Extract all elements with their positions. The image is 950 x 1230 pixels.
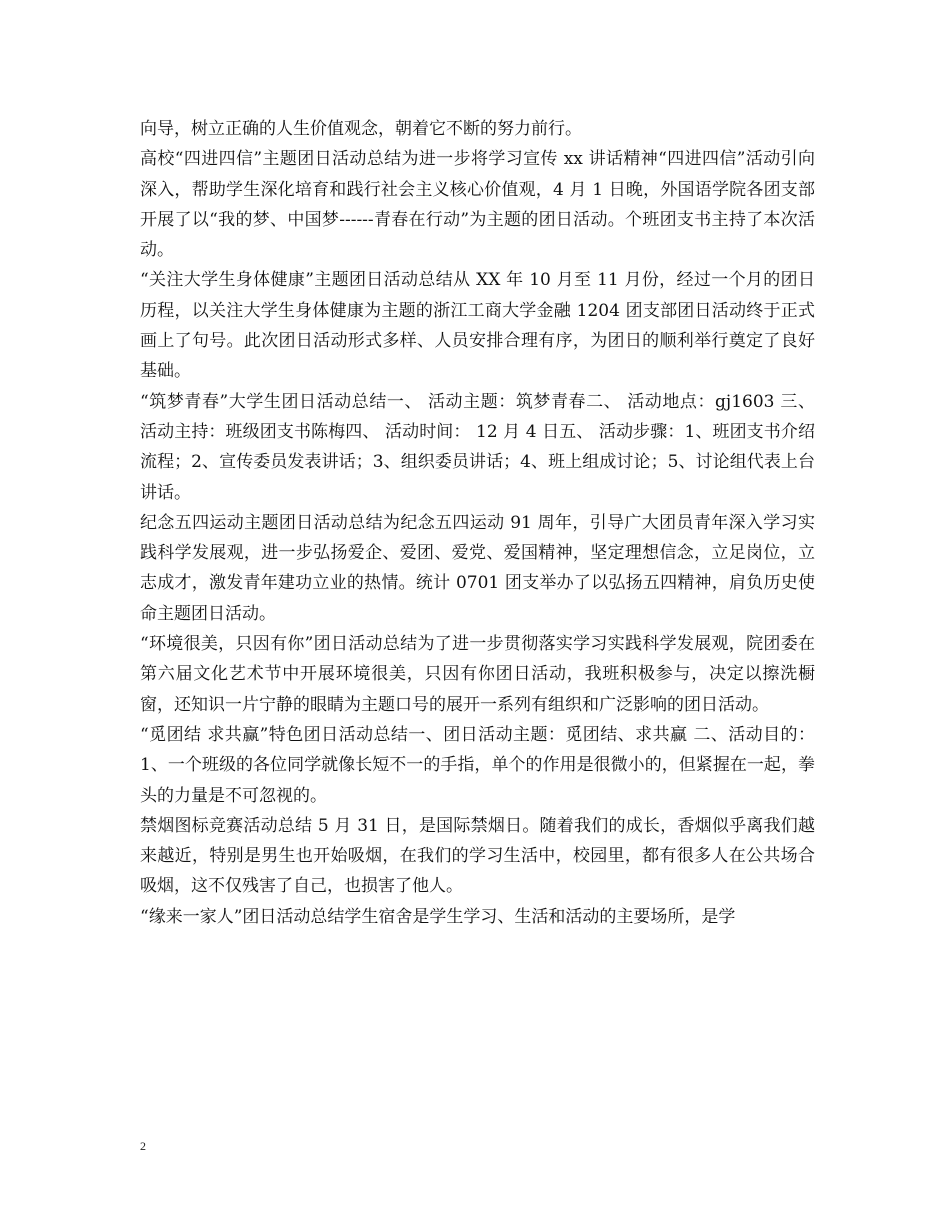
paragraph: “关注大学生身体健康”主题团日活动总结从 XX 年 10 月至 11 月份，经过一个月的团日历程，以关注大学生身体健康为主题的浙江工商大学金融 1204 团支部团日活动终于正式画上了句号。此次团日活动形式多样、人员安排合理有序，为团日的顺利举行奠定了良好基础。	[140, 270, 815, 382]
paragraph: 高校“四进四信”主题团日活动总结为进一步将学习宣传 xx 讲话精神“四进四信”活动引向深入，帮助学生深化培育和践行社会主义核心价值观，4 月 1 日晚，外国语学院各团支部开展了以“我的梦、中国梦------青春在行动”为主题的团日活动。个班团支书主持了本次活动。	[140, 149, 815, 261]
paragraph: “觅团结 求共赢”特色团日活动总结一、团日活动主题：觅团结、求共赢 二、活动目的：1、一个班级的各位同学就像长短不一的手指，单个的作用是很微小的，但紧握在一起，拳头的力量是不可忽视的。	[140, 724, 815, 806]
page-number: 2	[140, 1139, 146, 1153]
paragraph: 纪念五四运动主题团日活动总结为纪念五四运动 91 周年，引导广大团员青年深入学习实践科学发展观，进一步弘扬爱企、爱团、爱党、爱国精神，坚定理想信念，立足岗位，立志成才，激发青年建功立业的热情。统计 0701 团支举办了以弘扬五四精神，肩负历史使命主题团日活动。	[140, 512, 815, 624]
document-body	[140, 114, 815, 932]
paragraph: “筑梦青春”大学生团日活动总结一、 活动主题：筑梦青春二、 活动地点：gj1603 三、 活动主持：班级团支书陈梅四、 活动时间： 12 月 4 日五、 活动步骤：1、班团支书介绍流程；2、宣传委员发表讲话；3、组织委员讲话；4、班上组成讨论；5、讨论组代表上台讲话。	[140, 391, 815, 503]
paragraph: 禁烟图标竞赛活动总结 5 月 31 日，是国际禁烟日。随着我们的成长，香烟似乎离我们越来越近，特别是男生也开始吸烟，在我们的学习生活中，校园里，都有很多人在公共场合吸烟，这不仅残害了自己，也损害了他人。	[140, 815, 815, 897]
paragraph: “环境很美，只因有你”团日活动总结为了进一步贯彻落实学习实践科学发展观，院团委在第六届文化艺术节中开展环境很美，只因有你团日活动，我班积极参与，决定以擦洗橱窗，还知识一片宁静的眼睛为主题口号的展开一系列有组织和广泛影响的团日活动。	[140, 634, 815, 715]
paragraph: “缘来一家人”团日活动总结学生宿舍是学生学习、生活和活动的主要场所，是学	[140, 906, 736, 927]
paragraph: 向导，树立正确的人生价值观念，朝着它不断的努力前行。	[140, 119, 582, 139]
